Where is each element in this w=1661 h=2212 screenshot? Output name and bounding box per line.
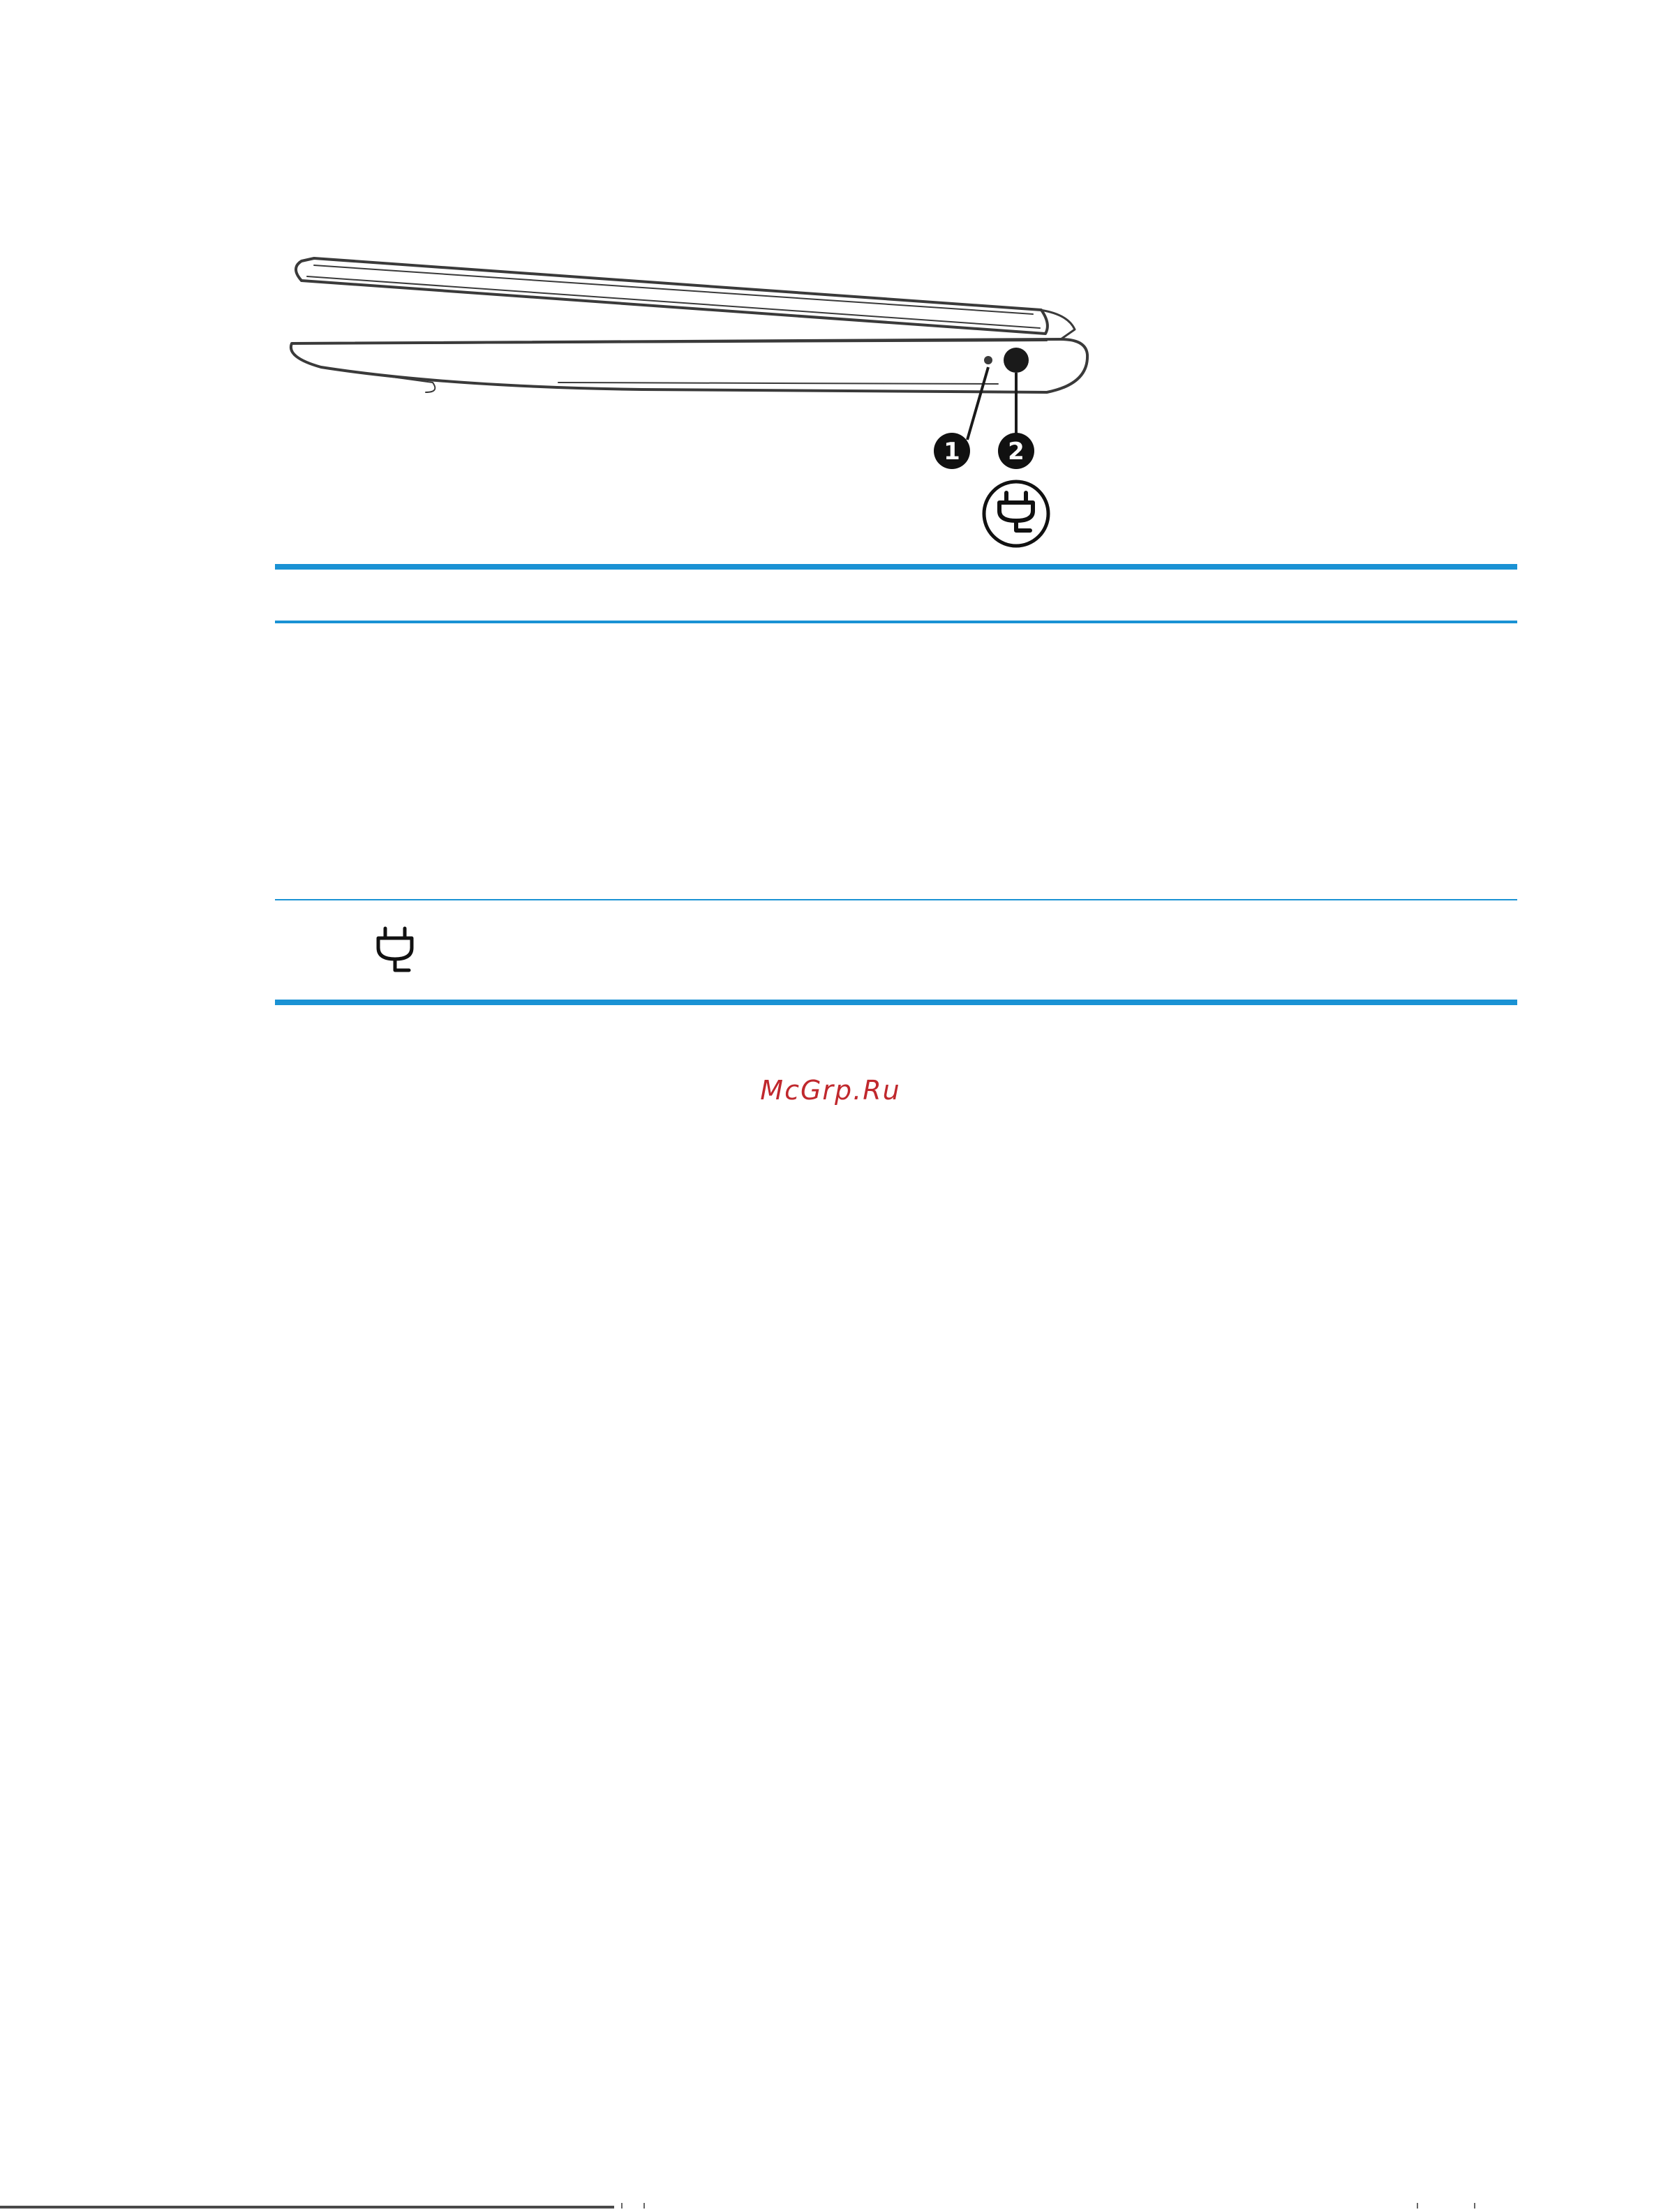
power-plug-icon bbox=[374, 926, 416, 976]
callout-2 bbox=[998, 433, 1034, 469]
laptop-right-side-illustration bbox=[265, 237, 1103, 558]
callout-1-number: 1 bbox=[944, 438, 960, 466]
footer-mark bbox=[1417, 2203, 1475, 2209]
table-row-divider bbox=[275, 899, 1517, 900]
callout-1 bbox=[934, 433, 970, 469]
footer-line bbox=[0, 2206, 614, 2209]
ac-adapter-light bbox=[984, 356, 992, 364]
table-bottom-rule bbox=[275, 1000, 1517, 1005]
power-plug-icon bbox=[984, 482, 1048, 546]
laptop-lid bbox=[296, 258, 1048, 334]
watermark-text: McGrp.Ru bbox=[760, 1075, 901, 1106]
table-header-rule bbox=[275, 621, 1517, 623]
table-top-rule bbox=[275, 564, 1517, 570]
power-connector-port bbox=[1004, 348, 1029, 373]
callout-2-number: 2 bbox=[1008, 438, 1025, 466]
footer-mark bbox=[621, 2203, 645, 2209]
